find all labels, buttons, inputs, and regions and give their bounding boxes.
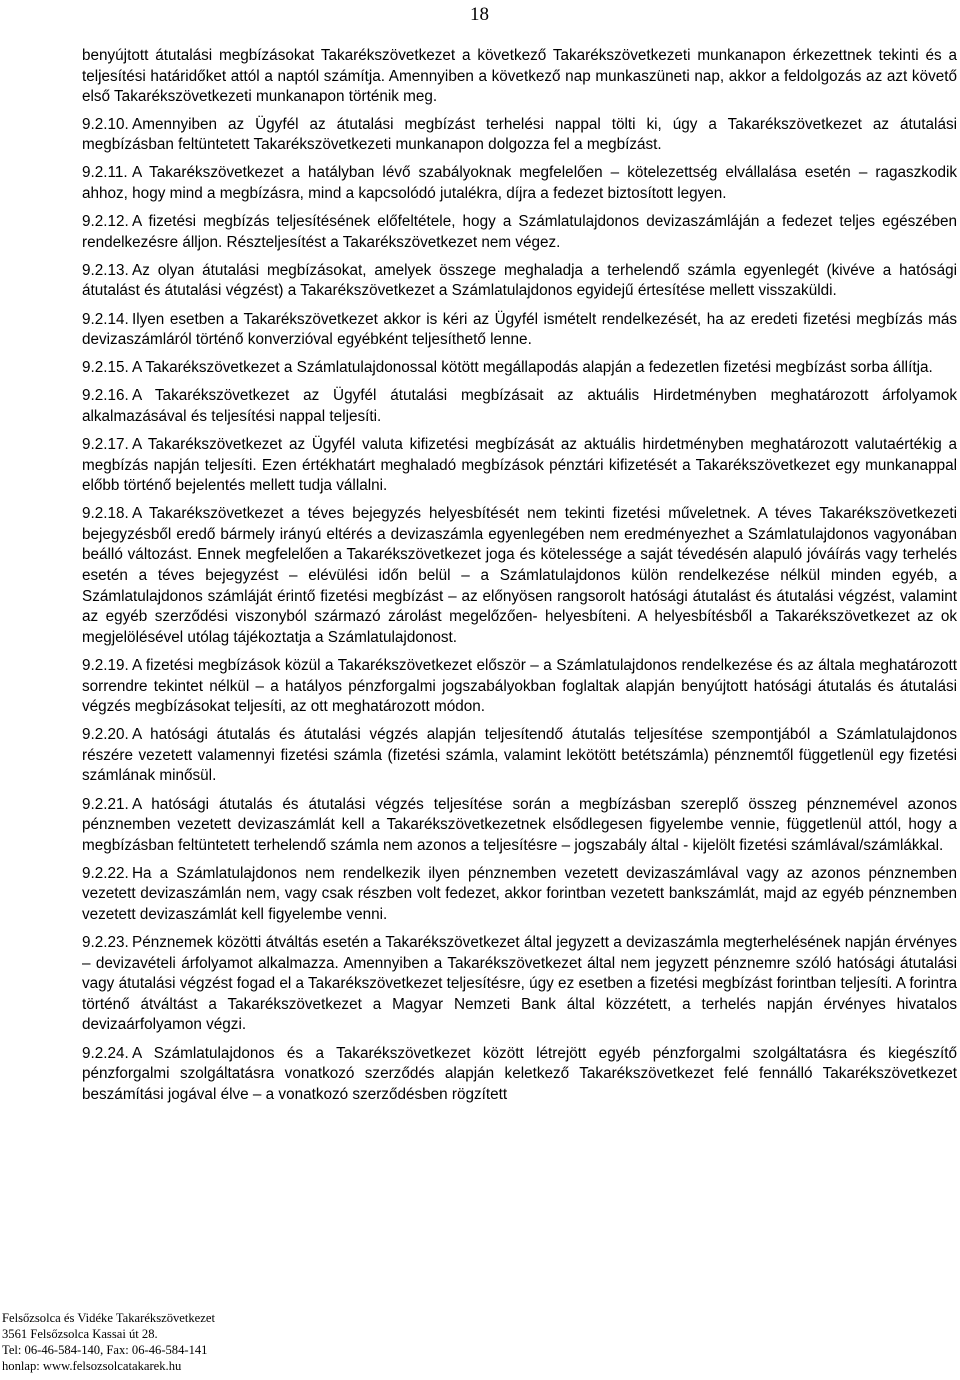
numbered-paragraph xyxy=(82,725,957,787)
numbered-paragraph xyxy=(82,795,957,857)
paragraph-text: Amennyiben az Ügyfél az átutalási megbízást terhelési nappal tölti ki, úgy a Takarékszövetkezet az átutalási megbízásban feltüntetett Takarékszövetkezeti munkanapon dolgozza fel a megbízást. xyxy=(82,115,957,154)
paragraph-number: 9.2.17. xyxy=(82,436,129,453)
paragraph-text: A Takarékszövetkezet az Ügyfél valuta kifizetési megbízását az aktuális hirdetményben meghatározott valutaértékig a megbízás napján teljesíti. Ezen értékhatárt meghaladó megbízások pénztári kifizetését a Takarékszövetkezet egy munkanappal előbb történő bejelentés mellett tudja vállalni. xyxy=(82,436,957,495)
paragraph-number: 9.2.12. xyxy=(82,213,129,231)
paragraph-number: 9.2.16. xyxy=(82,387,129,405)
paragraph-number: 9.2.14. xyxy=(82,310,129,328)
numbered-paragraph xyxy=(82,212,957,253)
paragraph-number: 9.2.18. xyxy=(82,505,129,523)
paragraph-text: A Takarékszövetkezet a téves bejegyzés helyesbítését nem tekinti fizetési műveletnek. A téves Takarékszövetkezeti bejegyzésből eredő bármely irányú eltérés a devizaszámla egyenlegében nem eredményezhet a Számlatulajdonos vagyonában beálló változást. Ennek megfelelően a Takarékszövetkezet joga és kötelessége a saját tévedésén alapuló jóváírás vagy terhelés esetén a téves bejegyzést – elévülési időn belül – a Számlatulajdonos külön rendelkezése nélkül minden egyéb, a Számlatulajdonos számláját érintő fizetési megbízást – az előnyösen rangsorolt hatósági átutalást és átutalási végzést, valamint az egyéb szerződési viszonyból származó zárolást megelőzően- helyesbíteni. A helyesbítésből a Takarékszövetkezet az ok megjelölésével utólag tájékoztatja a Számlatulajdonost. xyxy=(82,505,957,646)
footer xyxy=(2,1310,215,1374)
paragraph-number: 9.2.24. xyxy=(82,1044,129,1062)
numbered-paragraph xyxy=(82,386,957,427)
intro-paragraph: benyújtott átutalási megbízásokat Takarékszövetkezet a következő Takarékszövetkezeti munkanapon érkezettnek tekinti és a teljesítési határidőket attól a naptól számítja. Amennyiben a következő nap munkaszüneti nap, akkor a feldolgozás az azt követő első Takarékszövetkezeti munkanapon történik meg. xyxy=(82,47,957,106)
paragraph-number: 9.2.13. xyxy=(82,261,129,279)
paragraph-text: A Takarékszövetkezet az Ügyfél átutalási megbízásait az aktuális Hirdetményben meghatározott árfolyamok alkalmazásával és teljesítési nappal teljesíti. xyxy=(82,387,957,425)
numbered-paragraph xyxy=(82,163,957,204)
paragraph-text: A fizetési megbízások közül a Takarékszövetkezet először – a Számlatulajdonos rendelkezése és az általa meghatározott sorrendre tekintet nélkül – a hatályos pénzforgalmi jogszabályokban foglaltak alapján benyújtott hatósági átutalás és átutalási végzés megbízásokat teljesíti, az ott meghatározott módon. xyxy=(82,656,957,716)
paragraph-text: Ha a Számlatulajdonos nem rendelkezik ilyen pénznemben vezetett devizaszámlával vagy az azonos pénznemben vezetett devizaszámlán nem, vagy csak részben volt fedezet, akkor forintban vezetett bankszámlát, majd az egyéb pénznemben vezetett devizaszámlát kell figyelembe venni. xyxy=(82,864,957,923)
paragraph-number: 9.2.23. xyxy=(82,934,129,952)
paragraph-text: A Takarékszövetkezet a Számlatulajdonossal kötött megállapodás alapján a fedezetlen fizetési megbízást sorba állítja. xyxy=(132,359,933,377)
paragraph-text: A hatósági átutalás és átutalási végzés alapján teljesítendő átutalás teljesítése szempontjából a Számlatulajdonos részére vezetett valamennyi fizetési számla (fizetési számla, valamint lekötött betétszámla) pénznemtől függetlenül egy fizetési számlának minősül. xyxy=(82,726,957,785)
numbered-paragraph xyxy=(82,864,957,926)
paragraph-number: 9.2.22. xyxy=(82,864,129,882)
numbered-paragraph xyxy=(82,504,957,648)
numbered-paragraph xyxy=(82,115,957,156)
numbered-paragraph xyxy=(82,1044,957,1106)
paragraph-number: 9.2.11. xyxy=(82,164,128,182)
page-number: 18 xyxy=(470,4,489,25)
paragraph-number: 9.2.10. xyxy=(82,115,129,133)
paragraph-text: A Számlatulajdonos és a Takarékszövetkezet között létrejött egyéb pénzforgalmi szolgáltatásra és kiegészítő pénzforgalmi szolgáltatásra vonatkozó szerződés alapján keletkező Takarékszövetkezet felé fennálló Takarékszövetkezet beszámítási jogával élve – a vonatkozó szerződésben rögzített xyxy=(82,1044,957,1103)
footer-company-name: Felsőzsolca és Vidéke Takarékszövetkezet xyxy=(2,1311,215,1325)
document-body xyxy=(82,46,957,1113)
paragraph-text: A hatósági átutalás és átutalási végzés teljesítése során a megbízásban szereplő összeg pénznemével azonos pénznemben vezetett devizaszámlát kell a Takarékszövetkezetnek elsődlegesen figyelembe vennie, függetlenül attól, hogy a megbízásban feltüntetett terhelendő számla nem azonos a teljesítésre – jogszabály által - kijelölt fizetési számlával/számlákkal. xyxy=(82,795,957,854)
paragraph-text: A Takarékszövetkezet a hatályban lévő szabályoknak megfelelően – kötelezettség elvállalása esetén – ragaszkodik ahhoz, hogy mind a megbízásra, mind a kapcsolódó jutalékra, díjra a fedezet biztosított legyen. xyxy=(82,164,957,203)
paragraph-text: Az olyan átutalási megbízásokat, amelyek összege meghaladja a terhelendő számla egyenlegét (kivéve a hatósági átutalást és átutalási végzést) a Takarékszövetkezet a Számlatulajdonos egyidejű értesítése mellett visszaküldi. xyxy=(82,261,957,300)
paragraph-text: Pénznemek közötti átváltás esetén a Takarékszövetkezet által jegyzett a devizaszámla megterhelésének napján érvényes – devizavételi árfolyamot alkalmazza. Amennyiben a Takarékszövetkezet által nem jegyzett pénznemre szóló hatósági átutalási vagy átutalási végzést fogad el a Takarékszövetkezet teljesítésre, úgy ez esetben a fizetési megbízást forintban teljesíti. A forintra történő átváltást a Takarékszövetkezet a Magyar Nemzeti Bank által közzétett, a terhelés napján érvényes hivatalos devizaárfolyamon végzi. xyxy=(82,934,957,1034)
numbered-paragraph xyxy=(82,933,957,1036)
footer-phone: Tel: 06-46-584-140, Fax: 06-46-584-141 xyxy=(2,1343,208,1357)
footer-address: 3561 Felsőzsolca Kassai út 28. xyxy=(2,1327,158,1341)
footer-website: honlap: www.felsozsolcatakarek.hu xyxy=(2,1359,182,1373)
paragraph-number: 9.2.21. xyxy=(82,795,129,813)
paragraph-number: 9.2.15. xyxy=(82,359,129,377)
numbered-paragraph xyxy=(82,656,957,718)
numbered-paragraph xyxy=(82,310,957,351)
numbered-paragraph xyxy=(82,435,957,497)
paragraph-number: 9.2.19. xyxy=(82,656,129,674)
section-paragraphs xyxy=(82,115,957,1106)
numbered-paragraph xyxy=(82,261,957,302)
paragraph-text: A fizetési megbízás teljesítésének előfeltétele, hogy a Számlatulajdonos devizaszámláján a fedezet teljes egészében rendelkezésre álljon. Részteljesítést a Takarékszövetkezet nem végez. xyxy=(82,213,957,251)
paragraph-text: Ilyen esetben a Takarékszövetkezet akkor is kéri az Ügyfél ismételt rendelkezését, ha az eredeti fizetési megbízás más devizaszámláról történő konverzióval egyébként teljesíthető lenne. xyxy=(82,310,957,349)
numbered-paragraph xyxy=(82,358,957,379)
paragraph-number: 9.2.20. xyxy=(82,726,129,744)
